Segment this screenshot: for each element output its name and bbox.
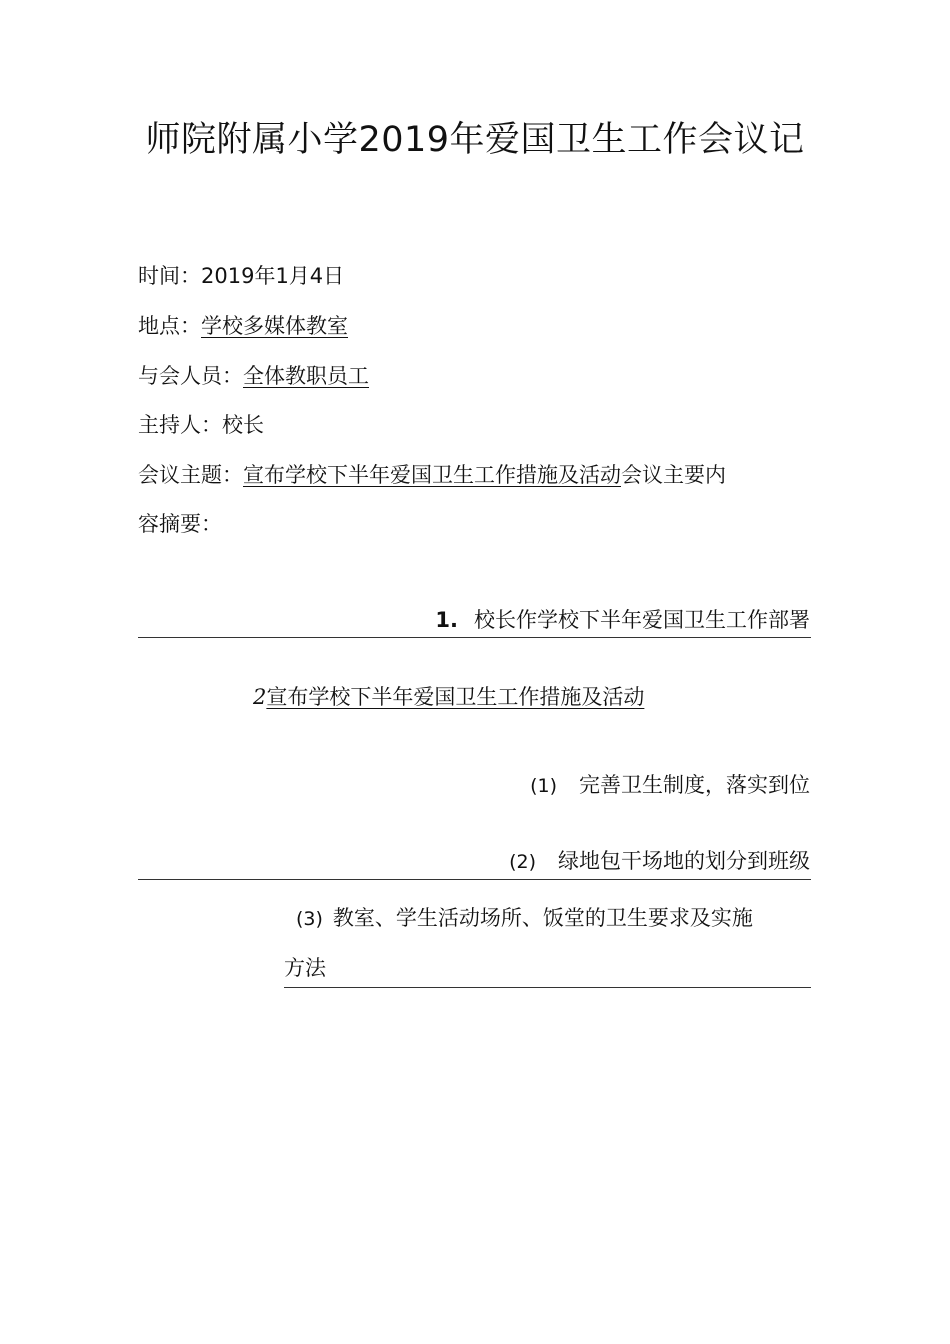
subitem-3-rule: [284, 987, 811, 988]
subitem-3-continuation: 方法: [284, 956, 326, 980]
item-1: [435, 605, 810, 635]
topic-field: [138, 460, 726, 490]
subitem-2-number: (2): [509, 851, 536, 873]
subitem-2: [509, 846, 810, 877]
subitem-1-number: (1): [530, 775, 557, 797]
subitem-2-rule: [138, 879, 811, 880]
topic-label: 会议主题：: [138, 463, 243, 487]
document-title: 师院附属小学2019年爱国卫生工作会议记: [145, 120, 805, 160]
item-2: [253, 682, 644, 712]
summary-continuation: 容摘要：: [138, 512, 222, 536]
item-1-text: 校长作学校下半年爱国卫生工作部署: [474, 608, 810, 632]
subitem-1: [530, 770, 810, 801]
item-1-rule: [138, 637, 811, 638]
attendees-field: [138, 361, 369, 391]
subitem-3-number: (3): [296, 908, 323, 930]
item-1-number: 1.: [435, 608, 458, 632]
host-value: 校长: [222, 413, 264, 437]
place-field: [138, 311, 348, 341]
item-2-text: 宣布学校下半年爱国卫生工作措施及活动: [266, 685, 645, 709]
attendees-label: 与会人员：: [138, 364, 243, 388]
place-value: 学校多媒体教室: [201, 314, 348, 338]
host-label: 主持人：: [138, 413, 222, 437]
host-field: [138, 410, 264, 440]
time-label: 时间：: [138, 264, 201, 288]
time-field: [138, 261, 344, 291]
attendees-value: 全体教职员工: [243, 364, 369, 388]
place-label: 地点：: [138, 314, 201, 338]
topic-tail: 会议主要内: [621, 463, 726, 487]
time-value: 2019年1月4日: [201, 264, 345, 288]
subitem-3-text: 教室、学生活动场所、饭堂的卫生要求及实施: [332, 906, 753, 930]
subitem-1-text: 完善卫生制度，落实到位: [579, 773, 810, 797]
topic-value: 宣布学校下半年爱国卫生工作措施及活动: [243, 463, 621, 487]
item-2-number: 2: [253, 685, 267, 709]
subitem-2-text: 绿地包干场地的划分到班级: [558, 849, 810, 873]
subitem-3: [296, 903, 753, 934]
